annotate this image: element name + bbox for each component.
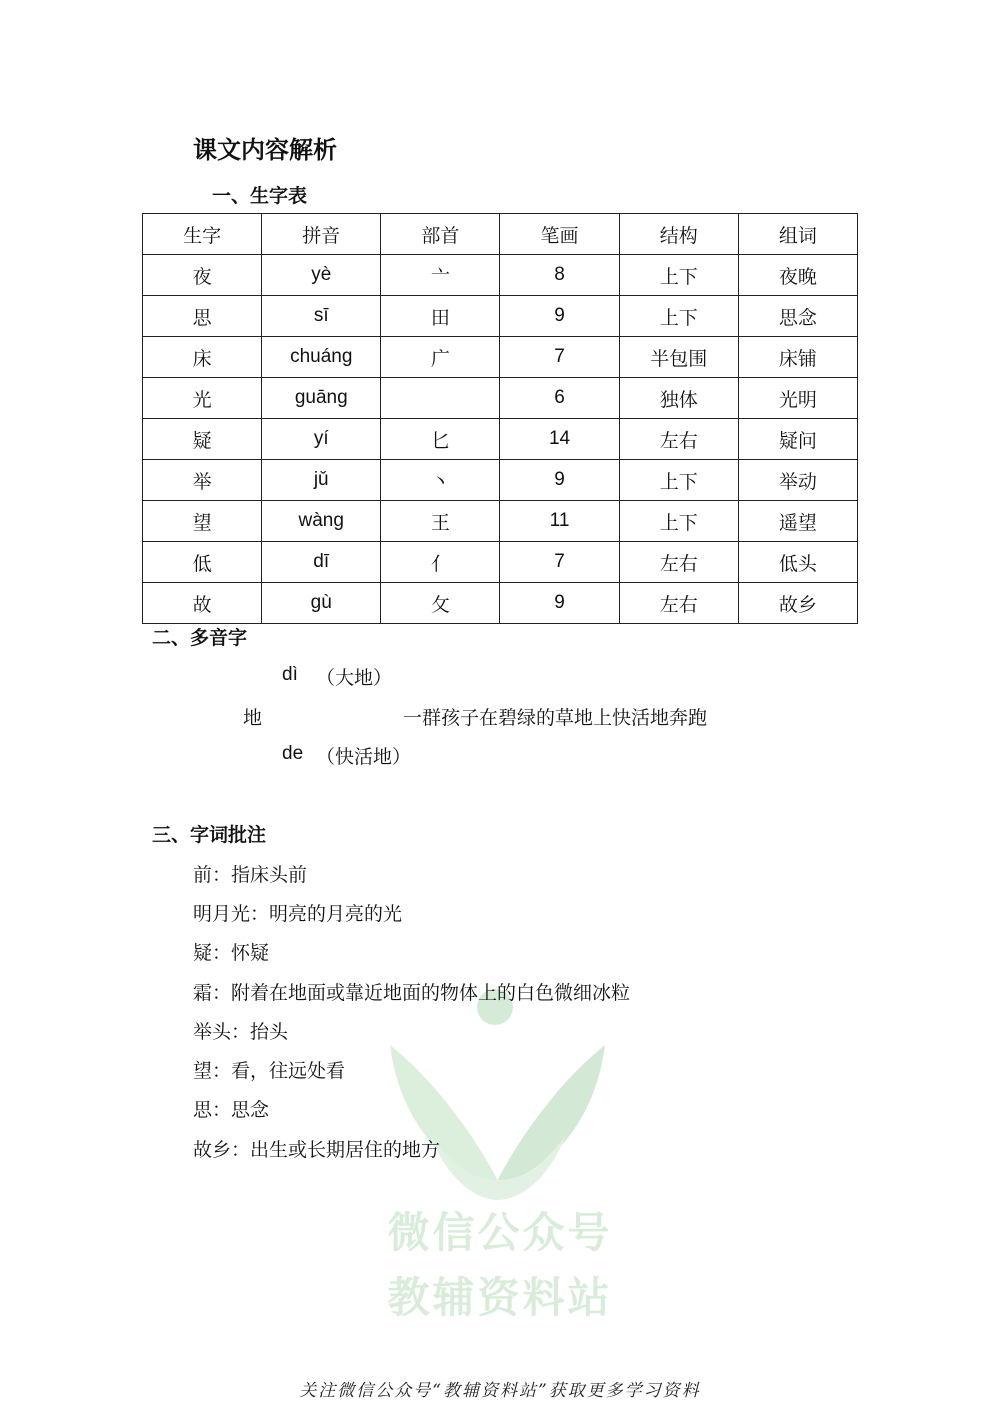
table-cell: 攵: [381, 583, 500, 624]
section-heading-polyphone: 二、多音字: [152, 627, 248, 649]
polyphone-example-2: （快活地）: [316, 746, 412, 768]
table-cell: 半包围: [619, 337, 738, 378]
table-cell: 低头: [738, 542, 857, 583]
table-cell: guāng: [262, 378, 381, 419]
table-cell: 思: [143, 296, 262, 337]
table-cell: 6: [500, 378, 619, 419]
table-cell: 匕: [381, 419, 500, 460]
table-cell: 望: [143, 501, 262, 542]
table-cell: 举: [143, 460, 262, 501]
table-cell: 9: [500, 296, 619, 337]
table-row: [143, 255, 858, 296]
table-cell: 遥望: [738, 501, 857, 542]
table-cell: 亠: [381, 255, 500, 296]
table-cell: 广: [381, 337, 500, 378]
annotation-item: 举头：抬头: [193, 1021, 289, 1043]
table-row: [143, 337, 858, 378]
polyphone-example-1: （大地）: [316, 667, 393, 689]
annotation-item: 霜：附着在地面或靠近地面的物体上的白色微细冰粒: [193, 982, 631, 1004]
watermark-line2: 教辅资料站: [387, 1273, 613, 1322]
table-row: [143, 542, 858, 583]
table-cell: [381, 378, 500, 419]
table-cell: 故乡: [738, 583, 857, 624]
table-cell: 光明: [738, 378, 857, 419]
table-cell: yè: [262, 255, 381, 296]
table-cell: 上下: [619, 460, 738, 501]
page-title: 课文内容解析: [193, 135, 337, 164]
table-row: [143, 583, 858, 624]
table-cell: 7: [500, 337, 619, 378]
annotation-item: 思：思念: [193, 1099, 270, 1121]
table-cell: 丶: [381, 460, 500, 501]
table-cell: chuáng: [262, 337, 381, 378]
table-cell: dī: [262, 542, 381, 583]
table-row: [143, 460, 858, 501]
annotation-item: 疑：怀疑: [193, 942, 270, 964]
table-row: [143, 419, 858, 460]
table-cell: 上下: [619, 296, 738, 337]
table-cell: 低: [143, 542, 262, 583]
table-cell: 左右: [619, 419, 738, 460]
table-cell: 夜晚: [738, 255, 857, 296]
table-cell: 疑问: [738, 419, 857, 460]
annotation-item: 明月光：明亮的月亮的光: [193, 903, 403, 925]
table-cell: 左右: [619, 583, 738, 624]
table-cell: 上下: [619, 255, 738, 296]
section-heading-char-table: 一、生字表: [212, 185, 308, 207]
footer-promo-text: 关注微信公众号“教辅资料站”获取更多学习资料: [299, 1381, 701, 1401]
annotation-item: 前：指床头前: [193, 864, 308, 886]
annotation-item: 故乡：出生或长期居住的地方: [193, 1139, 441, 1161]
column-header: 组词: [738, 214, 857, 255]
table-cell: 8: [500, 255, 619, 296]
table-cell: 光: [143, 378, 262, 419]
table-cell: 11: [500, 501, 619, 542]
polyphone-reading-1: dì: [282, 664, 298, 685]
section-heading-annotations: 三、字词批注: [152, 824, 267, 846]
table-row: [143, 501, 858, 542]
table-cell: 故: [143, 583, 262, 624]
table-cell: 王: [381, 501, 500, 542]
annotation-item: 望：看，往远处看: [193, 1060, 346, 1082]
table-cell: sī: [262, 296, 381, 337]
table-cell: 疑: [143, 419, 262, 460]
polyphone-reading-2: de: [282, 743, 304, 764]
table-cell: gù: [262, 583, 381, 624]
polyphone-sentence: 一群孩子在碧绿的草地上快活地奔跑: [403, 707, 708, 729]
table-cell: wàng: [262, 501, 381, 542]
table-cell: 9: [500, 460, 619, 501]
column-header: 拼音: [262, 214, 381, 255]
column-header: 笔画: [500, 214, 619, 255]
table-cell: yí: [262, 419, 381, 460]
polyphone-char: 地: [243, 707, 263, 729]
table-cell: 左右: [619, 542, 738, 583]
table-cell: 7: [500, 542, 619, 583]
table-row: [143, 378, 858, 419]
table-cell: 床: [143, 337, 262, 378]
column-header: 生字: [143, 214, 262, 255]
character-table: [142, 213, 858, 624]
table-cell: 14: [500, 419, 619, 460]
table-cell: 上下: [619, 501, 738, 542]
column-header: 部首: [381, 214, 500, 255]
table-cell: 9: [500, 583, 619, 624]
table-cell: 亻: [381, 542, 500, 583]
table-cell: 夜: [143, 255, 262, 296]
table-header-row: [143, 214, 858, 255]
table-cell: 举动: [738, 460, 857, 501]
table-cell: 独体: [619, 378, 738, 419]
table-cell: 思念: [738, 296, 857, 337]
table-cell: 田: [381, 296, 500, 337]
table-cell: 床铺: [738, 337, 857, 378]
column-header: 结构: [619, 214, 738, 255]
watermark-line1: 微信公众号: [387, 1208, 613, 1257]
table-row: [143, 296, 858, 337]
table-cell: jǔ: [262, 460, 381, 501]
